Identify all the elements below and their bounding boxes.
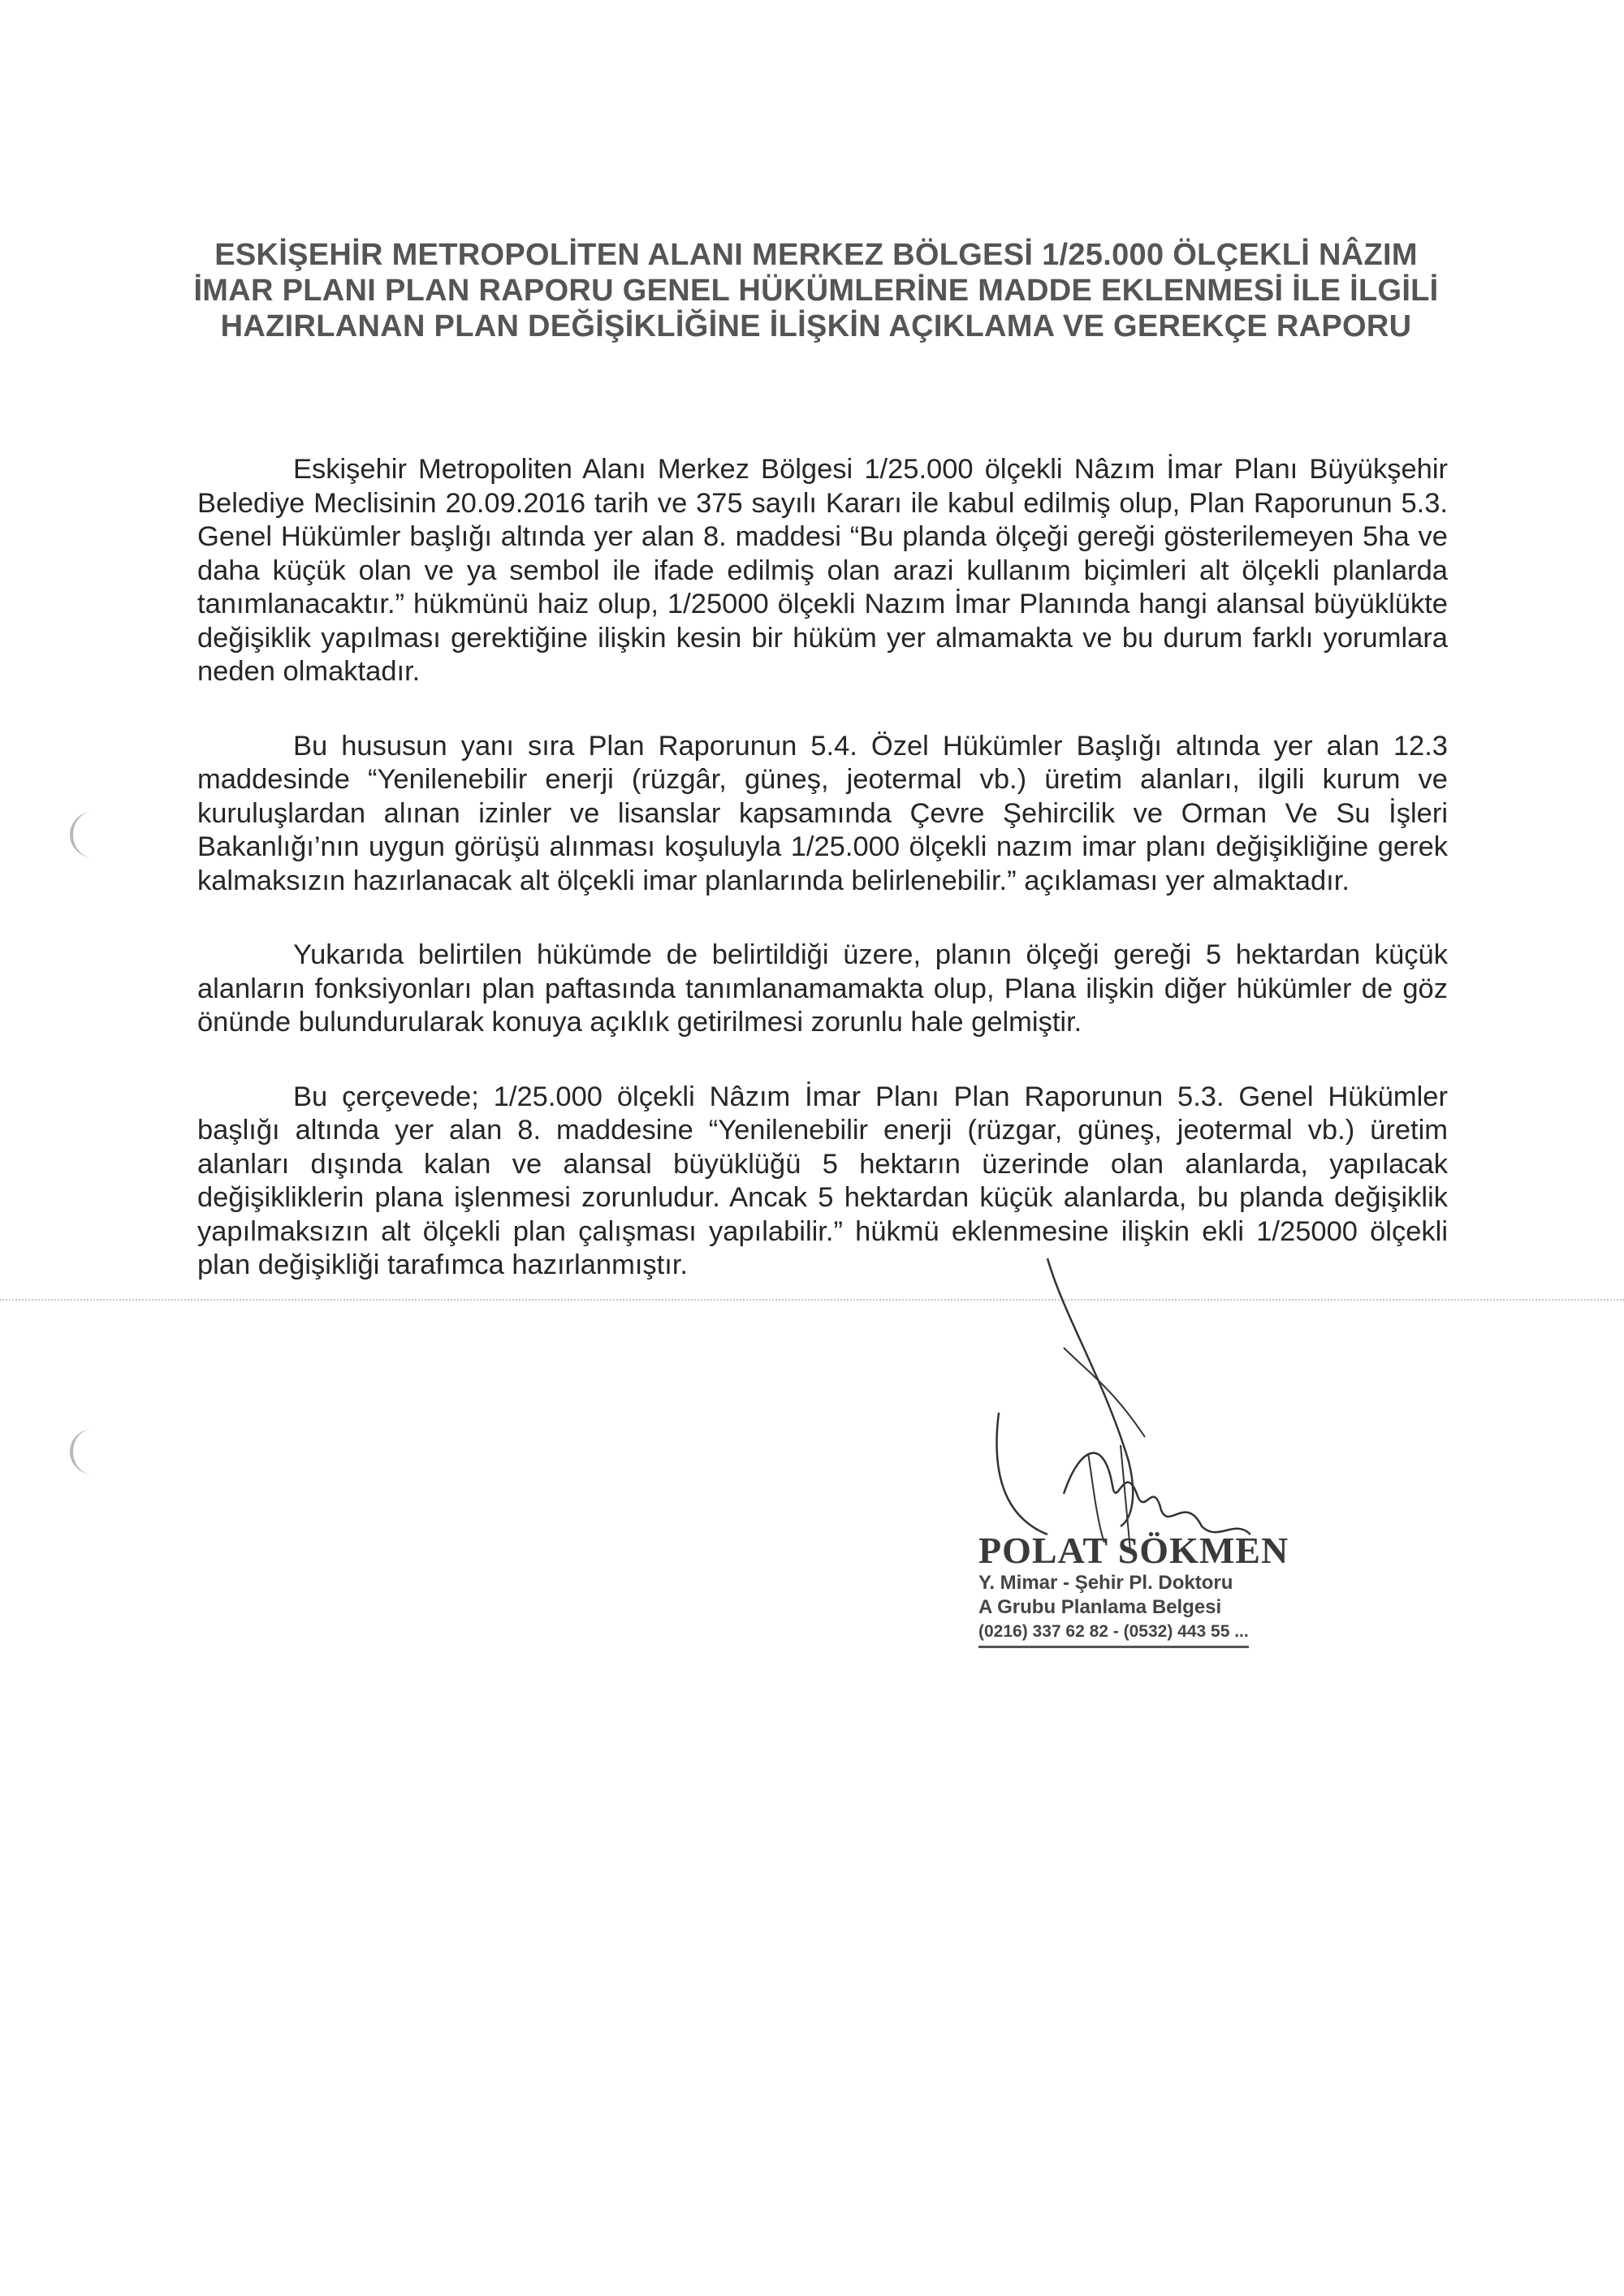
title-line: ESKİŞEHİR METROPOLİTEN ALANI MERKEZ BÖLGESİ 1/25.000 ÖLÇEKLİ NÂZIM <box>214 238 1418 272</box>
punch-hole-mark <box>70 812 97 857</box>
paragraph: Yukarıda belirtilen hükümde de belirtildiği üzere, planın ölçeği gereği 5 hektardan küçük alanların fonksiyonları plan paftasında tanımlanamamakta olup, Plana ilişkin diğer hükümler de göz önünde bulundurularak konuya açıklık getirilmesi zorunlu hale gelmiştir. <box>197 939 1448 1038</box>
title-line: HAZIRLANAN PLAN DEĞİŞİKLİĞİNE İLİŞKİN AÇIKLAMA VE GEREKÇE RAPORU <box>220 309 1412 343</box>
stamp-title: Y. Mimar - Şehir Pl. Doktoru <box>978 1572 1233 1594</box>
stamp-group: A Grubu Planlama Belgesi <box>978 1596 1222 1618</box>
stamp-phone: (0216) 337 62 82 - (0532) 443 55 ... <box>978 1620 1249 1648</box>
punch-hole-mark <box>70 1429 97 1474</box>
stamp-name: POLAT SÖKMEN <box>978 1530 1289 1571</box>
signature-stamp <box>978 1530 1336 1648</box>
document-title <box>187 237 1445 344</box>
paragraph: Bu hususun yanı sıra Plan Raporunun 5.4. Özel Hükümler Başlığı altında yer alan 12.3 maddesinde “Yenilenebilir enerji (rüzgâr, güneş, jeotermal vb.) üretim alanları, ilgili kurum ve kuruluşlardan alınan izinler ve lisanslar kapsamında Çevre Şehircilik ve Orman Ve Su İşleri Bakanlığı’nın uygun görüşü alınması koşuluyla 1/25.000 ölçekli nazım imar planı değişikliğine gerek kalmaksızın hazırlanacak alt ölçekli imar planlarında belirlenebilir.” açıklaması yer almaktadır. <box>197 730 1448 896</box>
title-line: İMAR PLANI PLAN RAPORU GENEL HÜKÜMLERİNE MADDE EKLENMESİ İLE İLGİLİ <box>193 274 1439 308</box>
paragraph: Eskişehir Metropoliten Alanı Merkez Bölgesi 1/25.000 ölçekli Nâzım İmar Planı Büyükşehir Belediye Meclisinin 20.09.2016 tarih ve 375 sayılı Kararı ile kabul edilmiş olup, Plan Raporunun 5.3. Genel Hükümler başlığı altında yer alan 8. maddesi “Bu planda ölçeği gereği gösterilemeyen 5ha ve daha küçük olan ve ya sembol ile ifade edilmiş olan arazi kullanım biçimleri alt ölçekli planlarda tanımlanacaktır.” hükmünü haiz olup, 1/25000 ölçekli Nazım İmar Planında hangi alansal büyüklükte değişiklik yapılması gerektiğine ilişkin kesin bir hüküm yer almamakta ve bu durum farklı yorumlara neden olmaktadır. <box>197 454 1448 687</box>
document-body <box>197 453 1448 1323</box>
paragraph: Bu çerçevede; 1/25.000 ölçekli Nâzım İmar Planı Plan Raporunun 5.3. Genel Hükümler başlığı altında yer alan 8. maddesine “Yenilenebilir enerji (rüzgar, güneş, jeotermal vb.) üretim alanları dışında kalan ve alansal büyüklüğü 5 hektarın üzerinde olan alanlarda, yapılacak değişikliklerin plana işlenmesi zorunludur. Ancak 5 hektardan küçük alanlarda, bu planda değişiklik yapılmaksızın alt ölçekli plan çalışması yapılabilir.” hükmü eklenmesine ilişkin ekli 1/25000 ölçekli plan değişikliği tarafımca hazırlanmıştır. <box>197 1081 1448 1280</box>
